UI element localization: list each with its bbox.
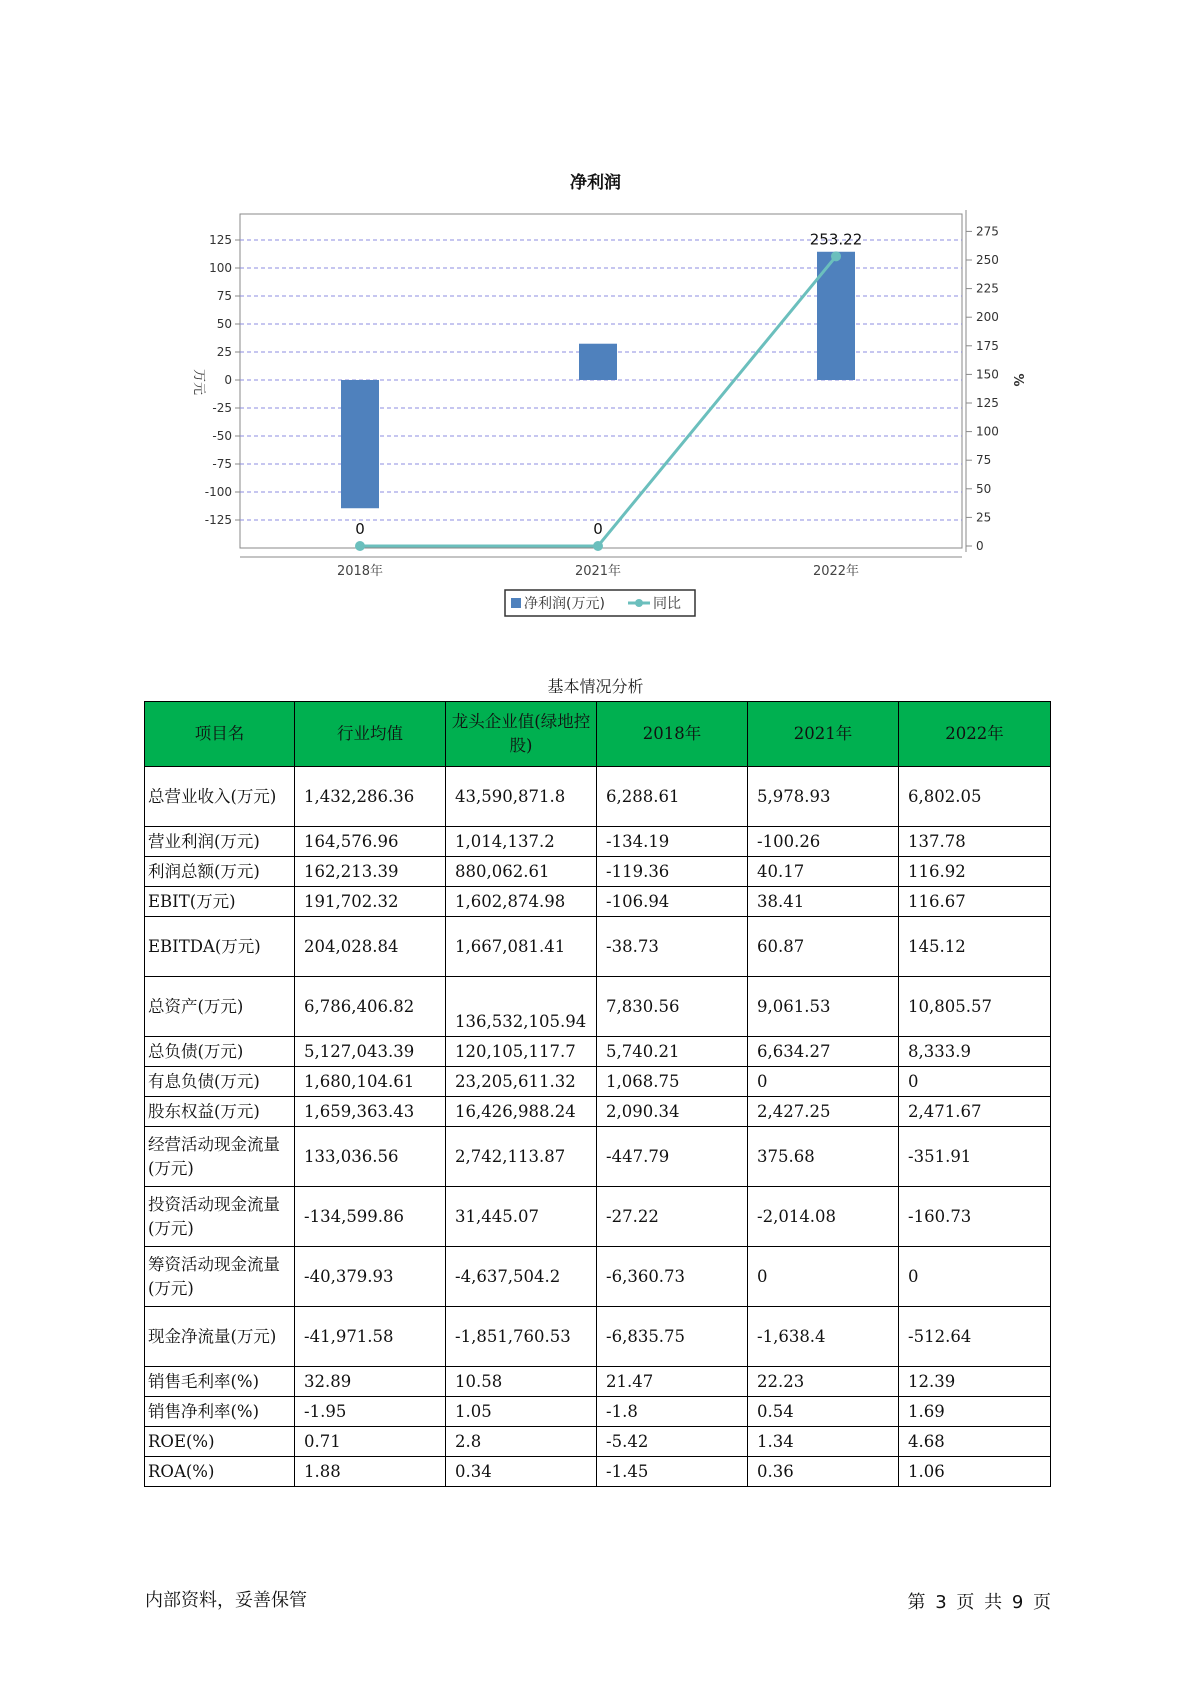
value-cell: -6,835.75 <box>597 1307 748 1367</box>
value-cell: 0 <box>899 1247 1051 1307</box>
value-cell: 0.71 <box>295 1427 446 1457</box>
row-label-cell: EBITDA(万元) <box>145 917 295 977</box>
value-cell: 1.88 <box>295 1457 446 1487</box>
bar-1 <box>579 344 617 380</box>
right-tick-label: 50 <box>976 481 992 496</box>
value-cell: 6,802.05 <box>899 767 1051 827</box>
value-cell: 1,068.75 <box>597 1067 748 1097</box>
right-tick-label: 25 <box>976 510 992 525</box>
right-tick-label: 175 <box>976 338 999 353</box>
value-cell: 204,028.84 <box>295 917 446 977</box>
yoy-line <box>360 256 836 546</box>
left-tick-label: 100 <box>209 261 232 275</box>
value-cell: -160.73 <box>899 1187 1051 1247</box>
table-header-row <box>145 702 1051 767</box>
value-cell: -134.19 <box>597 827 748 857</box>
row-label-cell: 销售净利率(%) <box>145 1397 295 1427</box>
value-cell: 1.05 <box>446 1397 597 1427</box>
value-cell: 1,659,363.43 <box>295 1097 446 1127</box>
value-cell: 1,014,137.2 <box>446 827 597 857</box>
left-tick-label: 125 <box>209 233 232 247</box>
right-tick-label: 275 <box>976 224 999 239</box>
row-label-cell: 经营活动现金流量(万元) <box>145 1127 295 1187</box>
yoy-data-label: 253.22 <box>809 230 863 249</box>
value-cell: 162,213.39 <box>295 857 446 887</box>
value-cell: -41,971.58 <box>295 1307 446 1367</box>
value-cell: -1.45 <box>597 1457 748 1487</box>
column-header: 行业均值 <box>295 702 446 767</box>
chart-title: 净利润 <box>570 173 621 193</box>
table-row <box>145 857 1051 887</box>
column-header: 项目名 <box>145 702 295 767</box>
x-tick-label: 2018年 <box>336 564 384 579</box>
row-label-cell: 有息负债(万元) <box>145 1067 295 1097</box>
value-cell: 9,061.53 <box>748 977 899 1037</box>
table-row <box>145 1187 1051 1247</box>
value-cell: 137.78 <box>899 827 1051 857</box>
value-cell: 60.87 <box>748 917 899 977</box>
table-row <box>145 827 1051 857</box>
legend-line-marker <box>635 599 643 607</box>
left-tick-label: 50 <box>216 317 232 331</box>
left-tick-label: 75 <box>216 289 232 303</box>
right-tick-label: 100 <box>976 424 999 439</box>
legend-bar-swatch <box>511 598 521 608</box>
value-cell: -2,014.08 <box>748 1187 899 1247</box>
value-cell: 1,432,286.36 <box>295 767 446 827</box>
yoy-point-0 <box>355 541 365 551</box>
value-cell: 0.54 <box>748 1397 899 1427</box>
value-cell: 32.89 <box>295 1367 446 1397</box>
row-label-cell: 总营业收入(万元) <box>145 767 295 827</box>
value-cell: 164,576.96 <box>295 827 446 857</box>
value-cell: 136,532,105.94 <box>446 977 597 1037</box>
yoy-data-label: 0 <box>593 520 603 538</box>
column-header: 2022年 <box>899 702 1051 767</box>
value-cell: 1,602,874.98 <box>446 887 597 917</box>
legend-bar-label: 净利润(万元) <box>524 596 605 612</box>
row-label-cell: 总资产(万元) <box>145 977 295 1037</box>
table-row <box>145 1427 1051 1457</box>
table-row <box>145 1067 1051 1097</box>
value-cell: 0 <box>748 1067 899 1097</box>
value-cell: 21.47 <box>597 1367 748 1397</box>
y2-axis-label: % <box>1010 373 1025 387</box>
x-tick-label: 2021年 <box>574 564 622 579</box>
value-cell: 6,288.61 <box>597 767 748 827</box>
value-cell: -27.22 <box>597 1187 748 1247</box>
x-axis-ticks <box>337 563 859 579</box>
value-cell: 375.68 <box>748 1127 899 1187</box>
footer-page-number: 第 3 页 共 9 页 <box>907 1592 1051 1613</box>
value-cell: 133,036.56 <box>295 1127 446 1187</box>
value-cell: 1,680,104.61 <box>295 1067 446 1097</box>
right-tick-label: 225 <box>976 281 999 296</box>
value-cell: 5,978.93 <box>748 767 899 827</box>
value-cell: 5,740.21 <box>597 1037 748 1067</box>
value-cell: -100.26 <box>748 827 899 857</box>
left-tick-label: -25 <box>212 401 232 415</box>
value-cell: 2.8 <box>446 1427 597 1457</box>
row-label-cell: ROE(%) <box>145 1427 295 1457</box>
line-series <box>355 230 862 551</box>
table-row <box>145 1037 1051 1067</box>
left-tick-label: 25 <box>216 345 232 359</box>
value-cell: -351.91 <box>899 1127 1051 1187</box>
left-tick-label: -75 <box>212 457 232 471</box>
right-tick-label: 125 <box>976 396 999 410</box>
row-label-cell: 总负债(万元) <box>145 1037 295 1067</box>
value-cell: 40.17 <box>748 857 899 887</box>
column-header: 2021年 <box>748 702 899 767</box>
row-label-cell: 销售毛利率(%) <box>145 1367 295 1397</box>
row-label-cell: EBIT(万元) <box>145 887 295 917</box>
row-label-cell: 投资活动现金流量(万元) <box>145 1187 295 1247</box>
value-cell: 1,667,081.41 <box>446 917 597 977</box>
net-profit-chart <box>0 0 1191 640</box>
value-cell: 38.41 <box>748 887 899 917</box>
value-cell: 12.39 <box>899 1367 1051 1397</box>
value-cell: 6,634.27 <box>748 1037 899 1067</box>
value-cell: 120,105,117.7 <box>446 1037 597 1067</box>
value-cell: 0.34 <box>446 1457 597 1487</box>
table-row <box>145 1457 1051 1487</box>
value-cell: 116.92 <box>899 857 1051 887</box>
table-row <box>145 767 1051 827</box>
value-cell: 880,062.61 <box>446 857 597 887</box>
value-cell: -1.8 <box>597 1397 748 1427</box>
yoy-point-1 <box>593 541 603 551</box>
table-row <box>145 917 1051 977</box>
table-row <box>145 1127 1051 1187</box>
table-row <box>145 1307 1051 1367</box>
value-cell: 10,805.57 <box>899 977 1051 1037</box>
value-cell: -38.73 <box>597 917 748 977</box>
value-cell: 1.06 <box>899 1457 1051 1487</box>
value-cell: -6,360.73 <box>597 1247 748 1307</box>
value-cell: 5,127,043.39 <box>295 1037 446 1067</box>
value-cell: 22.23 <box>748 1367 899 1397</box>
yoy-data-label: 0 <box>355 520 365 538</box>
legend-line-label: 同比 <box>653 596 681 612</box>
value-cell: 0.36 <box>748 1457 899 1487</box>
table-row <box>145 1097 1051 1127</box>
footer-confidential-note: 内部资料，妥善保管 <box>145 1590 307 1611</box>
value-cell: 145.12 <box>899 917 1051 977</box>
value-cell: 1.69 <box>899 1397 1051 1427</box>
value-cell: -1,851,760.53 <box>446 1307 597 1367</box>
right-tick-label: 0 <box>976 539 984 553</box>
value-cell: 16,426,988.24 <box>446 1097 597 1127</box>
row-label-cell: 现金净流量(万元) <box>145 1307 295 1367</box>
right-tick-label: 150 <box>976 367 999 382</box>
basic-analysis-table <box>144 701 1051 1487</box>
table-row <box>145 1247 1051 1307</box>
column-header: 2018年 <box>597 702 748 767</box>
value-cell: 10.58 <box>446 1367 597 1397</box>
row-label-cell: 筹资活动现金流量(万元) <box>145 1247 295 1307</box>
right-tick-label: 75 <box>976 453 992 468</box>
value-cell: 116.67 <box>899 887 1051 917</box>
value-cell: -134,599.86 <box>295 1187 446 1247</box>
bar-0 <box>341 380 379 508</box>
right-axis-ticks <box>966 210 999 553</box>
left-tick-label: -100 <box>204 485 232 499</box>
value-cell: 2,427.25 <box>748 1097 899 1127</box>
right-tick-label: 250 <box>976 253 999 267</box>
value-cell: 43,590,871.8 <box>446 767 597 827</box>
table-row <box>145 1397 1051 1427</box>
value-cell: 8,333.9 <box>899 1037 1051 1067</box>
value-cell: 191,702.32 <box>295 887 446 917</box>
table-title: 基本情况分析 <box>547 677 644 696</box>
table-body <box>145 767 1051 1487</box>
row-label-cell: 利润总额(万元) <box>145 857 295 887</box>
value-cell: -119.36 <box>597 857 748 887</box>
left-tick-label: -50 <box>212 429 232 443</box>
row-label-cell: ROA(%) <box>145 1457 295 1487</box>
value-cell: 6,786,406.82 <box>295 977 446 1037</box>
y-axis-label: 万元 <box>191 368 206 396</box>
value-cell: 4.68 <box>899 1427 1051 1457</box>
row-label-cell: 营业利润(万元) <box>145 827 295 857</box>
table-row <box>145 887 1051 917</box>
value-cell: 2,090.34 <box>597 1097 748 1127</box>
value-cell: -4,637,504.2 <box>446 1247 597 1307</box>
value-cell: -447.79 <box>597 1127 748 1187</box>
column-header: 龙头企业值(绿地控股) <box>446 702 597 767</box>
left-axis-ticks <box>205 233 240 527</box>
value-cell: 0 <box>748 1247 899 1307</box>
table-row <box>145 1367 1051 1397</box>
value-cell: -1,638.4 <box>748 1307 899 1367</box>
yoy-point-2 <box>831 251 841 261</box>
value-cell: 1.34 <box>748 1427 899 1457</box>
table-row <box>145 977 1051 1037</box>
value-cell: 7,830.56 <box>597 977 748 1037</box>
x-tick-label: 2022年 <box>812 564 860 579</box>
left-tick-label: -125 <box>204 513 232 527</box>
value-cell: 0 <box>899 1067 1051 1097</box>
row-label-cell: 股东权益(万元) <box>145 1097 295 1127</box>
value-cell: -106.94 <box>597 887 748 917</box>
value-cell: 31,445.07 <box>446 1187 597 1247</box>
value-cell: 23,205,611.32 <box>446 1067 597 1097</box>
value-cell: 2,742,113.87 <box>446 1127 597 1187</box>
chart-legend <box>505 590 695 616</box>
left-tick-label: 0 <box>224 373 232 387</box>
value-cell: 2,471.67 <box>899 1097 1051 1127</box>
value-cell: -1.95 <box>295 1397 446 1427</box>
right-tick-label: 200 <box>976 310 999 325</box>
value-cell: -512.64 <box>899 1307 1051 1367</box>
value-cell: -5.42 <box>597 1427 748 1457</box>
value-cell: -40,379.93 <box>295 1247 446 1307</box>
